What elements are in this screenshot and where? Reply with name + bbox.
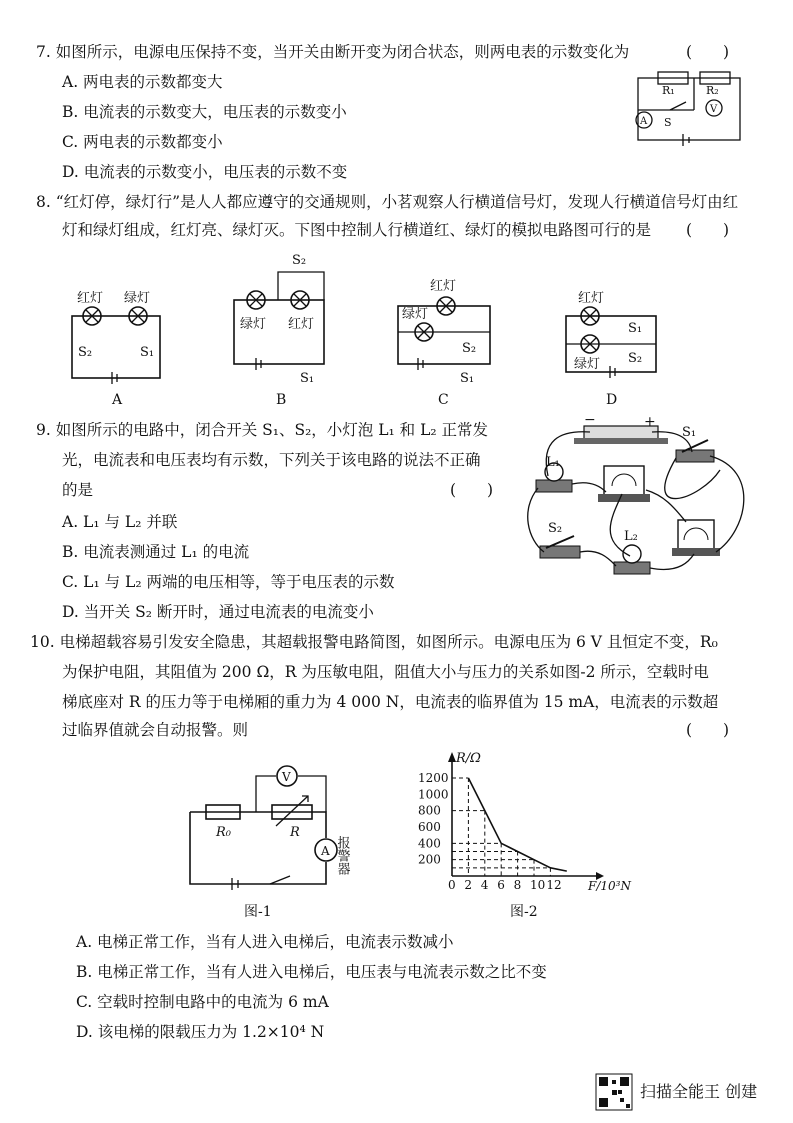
- q9-line-1: 9. 如图所示的电路中，闭合开关 S₁、S₂，小灯泡 L₁ 和 L₂ 正常发: [36, 421, 489, 439]
- q7-option-d: D. 电流表的示数变小，电压表的示数不变: [62, 163, 348, 181]
- footer-brand: 扫描全能王 创建: [640, 1082, 758, 1101]
- y-tick-label: 200: [418, 852, 441, 867]
- svg-text:B: B: [276, 392, 287, 408]
- svg-text:S₁: S₁: [300, 371, 315, 386]
- q7-label-s: S: [664, 116, 672, 129]
- q9-line-3: 的是: [62, 481, 94, 499]
- svg-text:D: D: [606, 392, 618, 408]
- q7-label-v: V: [710, 104, 718, 115]
- q9-option-a: A. L₁ 与 L₂ 并联: [62, 513, 178, 531]
- q10-line-3: 梯底座对 R 的压力等于电梯厢的重力为 4 000 N，电流表的临界值为 15 mA，电流表的示数超: [62, 693, 719, 711]
- svg-text:C: C: [438, 392, 449, 408]
- svg-text:L₂: L₂: [624, 529, 638, 544]
- q9-option-c: C. L₁ 与 L₂ 两端的电压相等，等于电压表的示数: [62, 573, 395, 591]
- svg-text:红灯: 红灯: [578, 291, 605, 306]
- x-tick-label: 2: [464, 878, 473, 892]
- svg-text:L₁: L₁: [546, 455, 560, 470]
- y-tick-label: 600: [418, 819, 441, 834]
- x-tick-label: 0: [448, 878, 456, 892]
- svg-text:红灯: 红灯: [288, 317, 315, 332]
- q10-option-c: C. 空载时控制电路中的电流为 6 mA: [76, 993, 329, 1011]
- x-tick-label: 4: [480, 878, 489, 892]
- svg-text:S₂: S₂: [548, 521, 563, 536]
- q8-line-1: 8. “红灯停，绿灯行”是人人都应遵守的交通规则，小茗观察人行横道信号灯，发现人行横道信号灯由红: [36, 193, 739, 211]
- q9-line-2: 光，电流表和电压表均有示数，下列关于该电路的说法不正确: [62, 451, 481, 469]
- svg-text:S₂: S₂: [78, 345, 93, 360]
- q10-line-4: 过临界值就会自动报警。则: [62, 721, 249, 739]
- q8-line-2: 灯和绿灯组成，红灯亮、绿灯灭。下图中控制人行横道红、绿灯的模拟电路图可行的是: [62, 221, 652, 239]
- y-tick-label: 1000: [418, 787, 449, 802]
- svg-text:S₁: S₁: [628, 321, 643, 336]
- svg-text:A: A: [112, 392, 123, 408]
- q10-fig1-caption: 图-1: [244, 904, 272, 920]
- q7-label-a: A: [640, 116, 648, 127]
- q8-answer-paren: ( ): [686, 221, 730, 239]
- svg-text:S₁: S₁: [140, 345, 155, 360]
- x-tick-label: 12: [546, 878, 562, 892]
- x-axis-label: F/10³N: [588, 879, 631, 893]
- svg-text:红灯: 红灯: [430, 279, 457, 294]
- q10-fig1-label-v: V: [282, 770, 291, 784]
- svg-text:S₂: S₂: [292, 253, 307, 268]
- svg-text:S₂: S₂: [462, 341, 477, 356]
- x-tick-label: 8: [513, 878, 522, 892]
- q9-option-b: B. 电流表测通过 L₁ 的电流: [62, 543, 250, 561]
- q7-stem: 7. 如图所示，电源电压保持不变，当开关由断开变为闭合状态，则两电表的示数变化为: [36, 43, 630, 61]
- q10-fig1-label-a: A: [321, 844, 330, 858]
- q7-answer-paren: ( ): [686, 43, 730, 61]
- svg-text:绿灯: 绿灯: [240, 317, 267, 332]
- svg-text:红灯: 红灯: [77, 291, 104, 306]
- x-tick-label: 10: [530, 878, 546, 892]
- svg-text:绿灯: 绿灯: [402, 307, 429, 322]
- q9-answer-paren: ( ): [450, 481, 494, 499]
- q10-answer-paren: ( ): [686, 721, 730, 739]
- svg-text:−: −: [584, 412, 596, 428]
- q10-line-2: 为保护电阻，其阻值为 200 Ω，R 为压敏电阻，阻值大小与压力的关系如图-2 所示，空载时电: [62, 663, 709, 681]
- q9-option-d: D. 当开关 S₂ 断开时，通过电流表的电流变小: [62, 603, 374, 621]
- y-tick-label: 800: [418, 803, 441, 818]
- y-tick-label: 1200: [418, 770, 449, 785]
- svg-text:绿灯: 绿灯: [124, 291, 151, 306]
- q10-fig1-label-r: R: [290, 825, 300, 840]
- x-tick-label: 6: [497, 878, 505, 892]
- q7-option-a: A. 两电表的示数都变大: [62, 73, 223, 91]
- q10-line-1: 10. 电梯超载容易引发安全隐患，其超载报警电路简图，如图所示。电源电压为 6 V 且恒定不变，R₀: [30, 633, 718, 651]
- q7-label-r2: R₂: [706, 84, 719, 97]
- q7-option-c: C. 两电表的示数都变小: [62, 133, 223, 151]
- q10-fig1-label-alarm: 报警器: [334, 836, 350, 875]
- q7-option-b: B. 电流表的示数变大，电压表的示数变小: [62, 103, 347, 121]
- y-tick-label: 400: [418, 836, 441, 851]
- svg-text:S₂: S₂: [628, 351, 643, 366]
- svg-text:+: +: [644, 414, 656, 430]
- svg-text:S₁: S₁: [682, 425, 697, 440]
- q10-option-a: A. 电梯正常工作，当有人进入电梯后，电流表示数减小: [76, 933, 454, 951]
- q10-fig2-caption: 图-2: [510, 904, 538, 920]
- q10-option-b: B. 电梯正常工作，当有人进入电梯后，电压表与电流表示数之比不变: [76, 963, 547, 981]
- q7-label-r1: R₁: [662, 84, 675, 97]
- y-axis-label: R/Ω: [456, 751, 481, 766]
- svg-text:S₁: S₁: [460, 371, 475, 386]
- svg-text:绿灯: 绿灯: [574, 357, 601, 372]
- q10-fig1-label-r0: R₀: [216, 825, 231, 840]
- q10-option-d: D. 该电梯的限载压力为 1.2×10⁴ N: [76, 1023, 325, 1041]
